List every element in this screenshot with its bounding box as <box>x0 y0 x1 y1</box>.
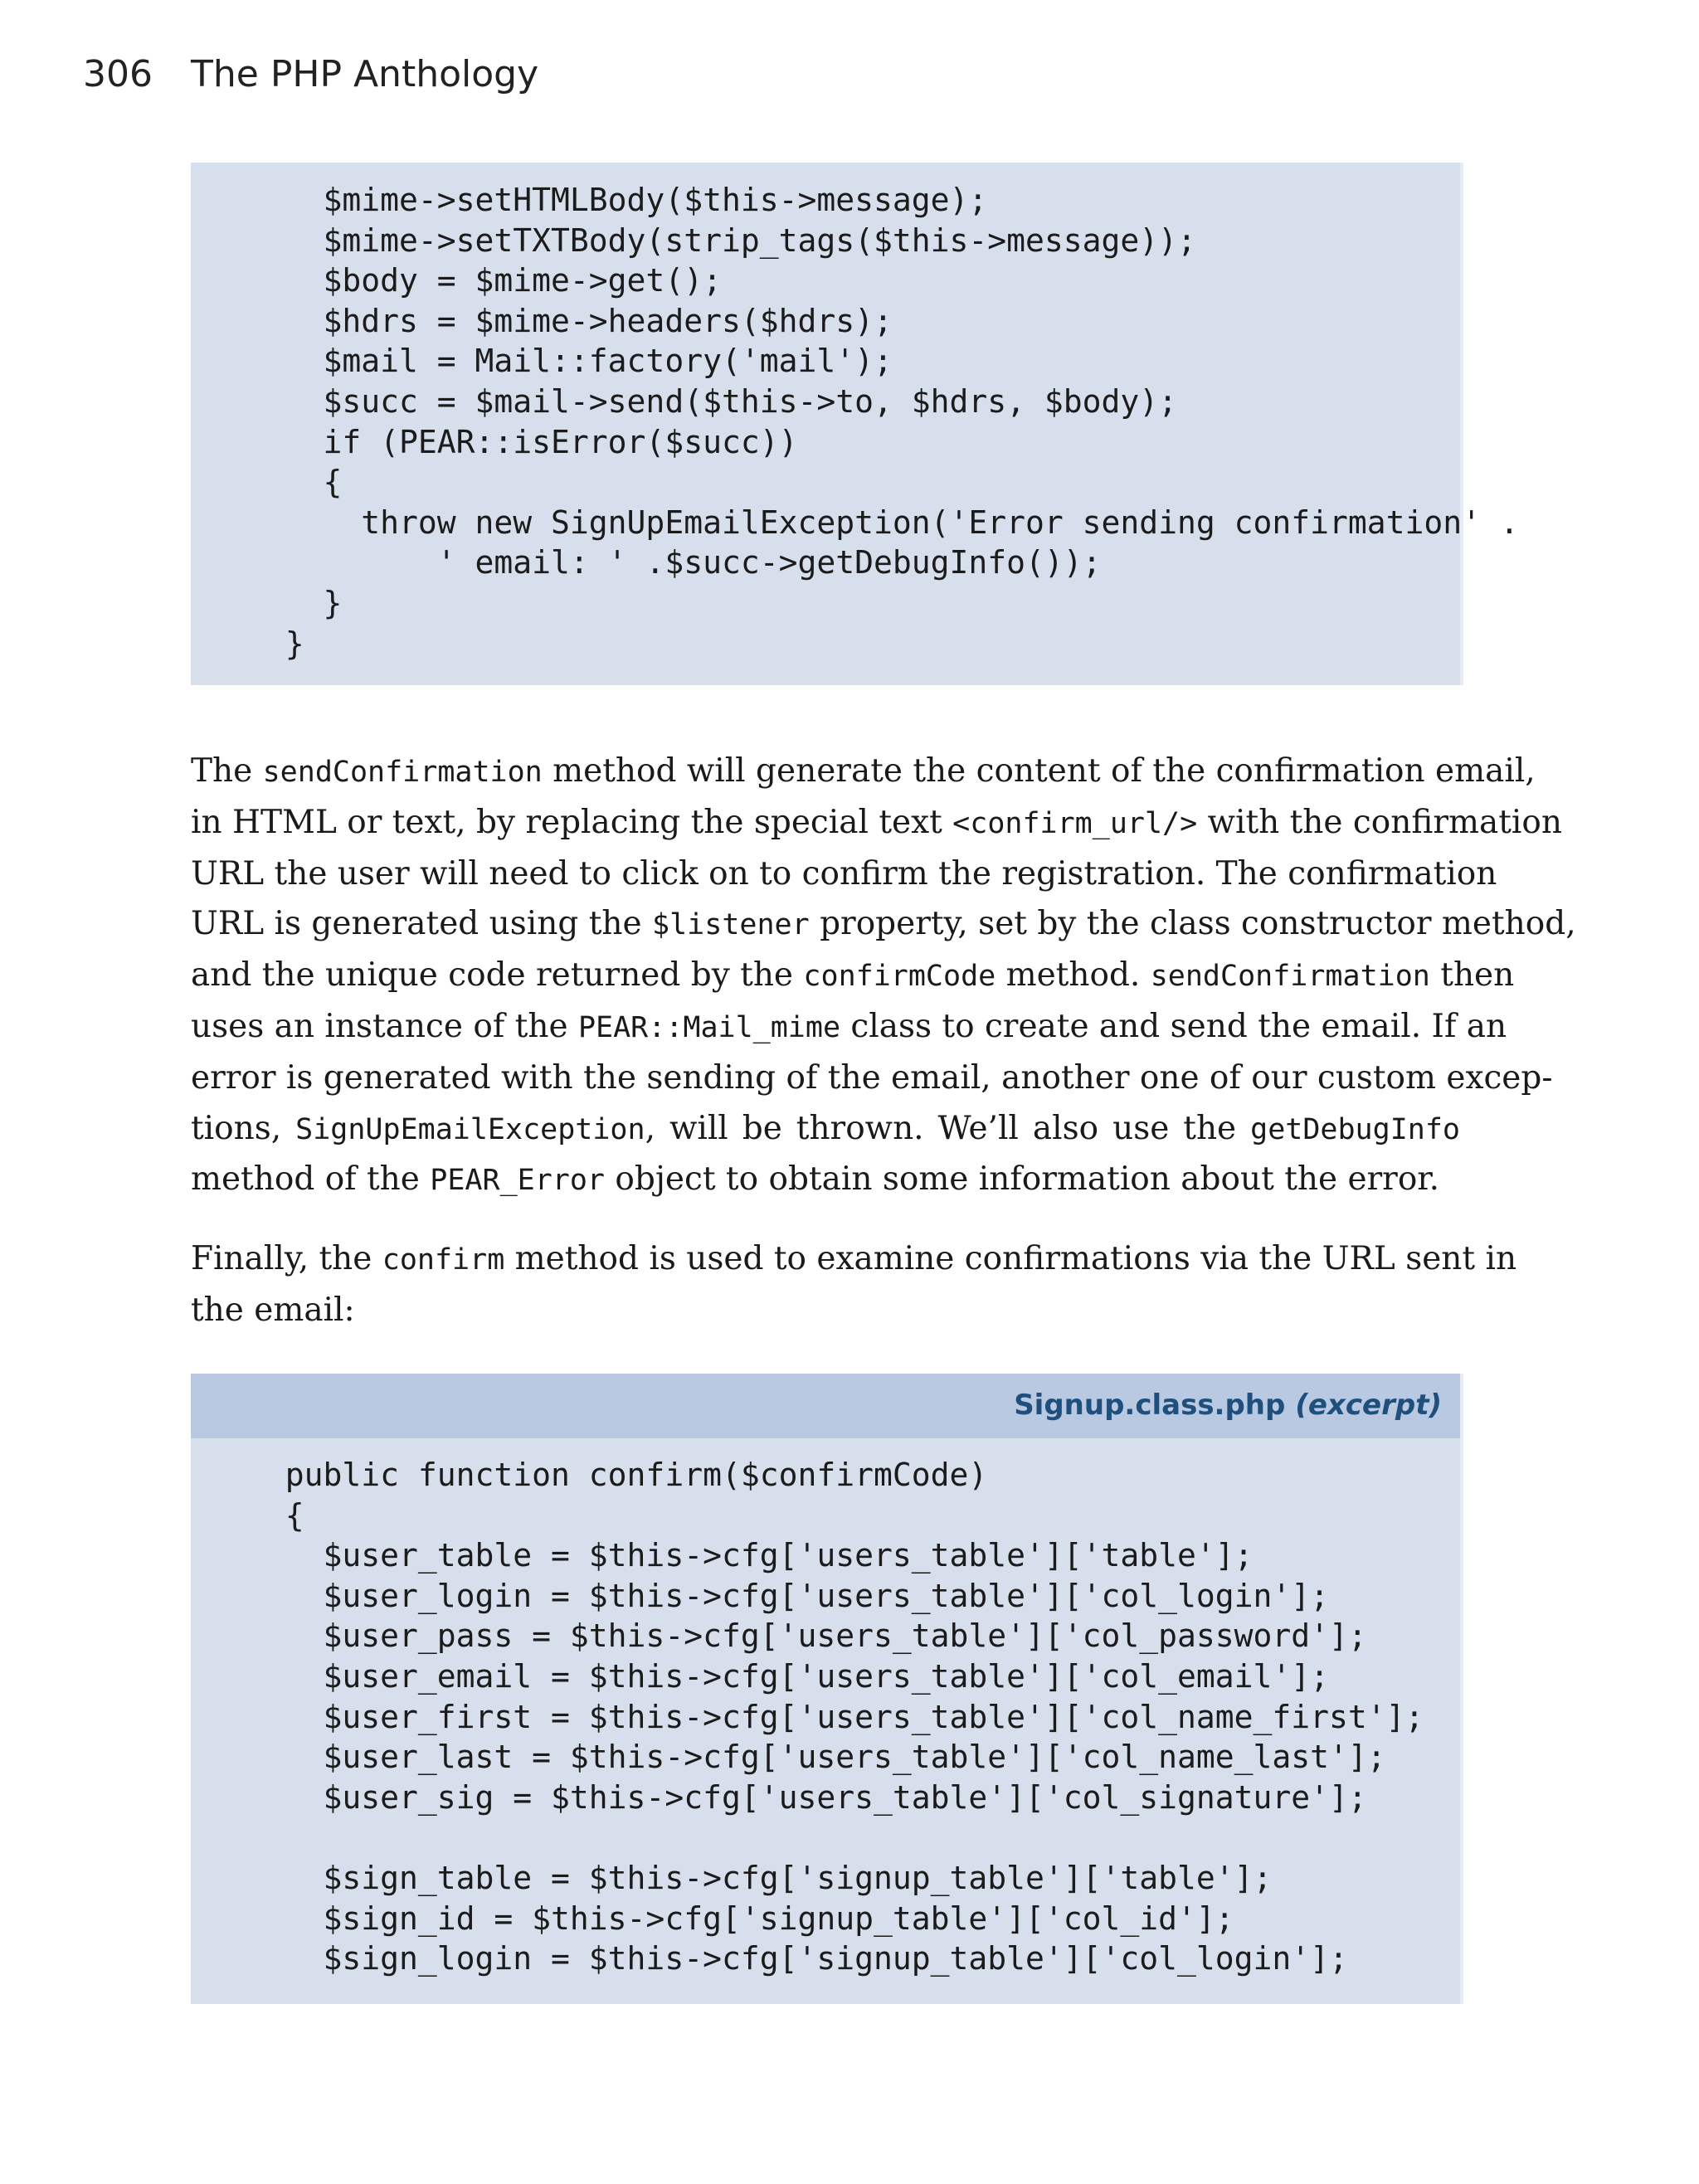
book-title: The PHP Anthology <box>191 53 539 95</box>
inline-code: confirmCode <box>803 960 996 994</box>
text-line <box>191 1104 1460 1155</box>
text-run: URL the user will need to click on to confirm the registration. The confirmation <box>191 854 1497 893</box>
code-line: $body = $mime->get(); <box>247 262 722 299</box>
inline-code: confirm <box>382 1243 505 1277</box>
code-caption-filename: Signup.class.php <box>1014 1389 1286 1422</box>
inline-code: getDebugInfo <box>1250 1112 1460 1146</box>
code-line: $sign_login = $this->cfg['signup_table']['col_login']; <box>247 1940 1348 1977</box>
code-listing <box>247 180 1519 664</box>
code-line: $user_email = $this->cfg['users_table']['col_email']; <box>247 1657 1330 1695</box>
code-line: } <box>247 625 304 662</box>
inline-code: <confirm_url/> <box>952 806 1198 840</box>
code-line: $hdrs = $mime->headers($hdrs); <box>247 302 893 339</box>
code-line: $mime->setHTMLBody($this->message); <box>247 182 988 218</box>
text-run: method is used to examine confirmations via the URL sent in <box>504 1240 1517 1277</box>
code-line: if (PEAR::isError($succ)) <box>247 423 798 460</box>
inline-code: PEAR::Mail_mime <box>577 1010 841 1044</box>
code-line: $sign_id = $this->cfg['signup_table']['col_id']; <box>247 1899 1234 1937</box>
text-line <box>191 1286 1460 1336</box>
body-paragraph <box>191 1234 1517 1336</box>
code-line: $user_sig = $this->cfg['users_table']['col_signature']; <box>247 1778 1367 1816</box>
text-line <box>191 1002 1507 1053</box>
text-run: object to obtain some information about the error. <box>605 1160 1440 1199</box>
text-line <box>191 798 1562 849</box>
text-run: then <box>1429 956 1515 995</box>
code-line: public function confirm($confirmCode) <box>247 1457 988 1493</box>
code-line: throw new SignUpEmailException('Error sending confirmation' . <box>247 503 1519 541</box>
code-line: $mime->setTXTBody(strip_tags($this->message)); <box>247 221 1196 259</box>
code-line: ' email: ' .$succ->getDebugInfo()); <box>247 544 1102 581</box>
code-caption-note: (excerpt) <box>1295 1389 1442 1422</box>
text-line <box>191 1155 1460 1206</box>
text-line <box>191 849 1497 900</box>
text-run: The <box>191 752 263 790</box>
text-run: method will generate the content of the confirmation email, <box>542 752 1536 790</box>
code-block-signup-confirm <box>191 1374 1460 2004</box>
inline-code: PEAR_Error <box>430 1164 605 1198</box>
text-run: method of the <box>191 1160 431 1199</box>
text-run: error is generated with the sending of the email, another one of our custom excep- <box>191 1058 1553 1097</box>
text-run: uses an instance of the <box>191 1007 578 1045</box>
code-line: $user_last = $this->cfg['users_table']['col_name_last']; <box>247 1739 1386 1776</box>
text-line <box>191 747 1536 798</box>
code-line: $user_login = $this->cfg['users_table']['col_login']; <box>247 1577 1330 1614</box>
text-line <box>191 1053 1553 1104</box>
code-line: } <box>247 584 343 621</box>
code-line: $user_table = $this->cfg['users_table']['table']; <box>247 1537 1254 1574</box>
code-listing <box>247 1455 1424 1979</box>
text-line <box>191 1234 1517 1286</box>
text-run: tions, <box>191 1109 296 1147</box>
inline-code: sendConfirmation <box>1150 960 1430 994</box>
code-line: $mail = Mail::factory('mail'); <box>247 343 893 380</box>
inline-code: $listener <box>652 908 810 942</box>
inline-code: sendConfirmation <box>262 756 543 789</box>
text-line <box>191 899 1576 951</box>
text-run: the email: <box>191 1291 355 1329</box>
text-run: property, set by the class constructor method, <box>809 905 1576 943</box>
text-line <box>191 951 1515 1002</box>
text-run: with the confirmation <box>1197 803 1562 841</box>
text-run: URL is generated using the <box>191 905 653 943</box>
text-run: Finally, the <box>191 1240 382 1277</box>
text-run: class to create and send the email. If an <box>840 1007 1507 1045</box>
text-run: in HTML or text, by replacing the special text <box>191 803 953 841</box>
code-line: $sign_table = $this->cfg['signup_table']['table']; <box>247 1859 1273 1896</box>
inline-code: SignUpEmailException <box>295 1112 645 1146</box>
running-header <box>83 51 538 98</box>
code-line: $user_first = $this->cfg['users_table']['col_name_first']; <box>247 1698 1424 1735</box>
code-caption <box>1014 1387 1442 1423</box>
code-line: { <box>247 1496 304 1534</box>
code-line: $succ = $mail->send($this->to, $hdrs, $body); <box>247 382 1178 420</box>
page-number: 306 <box>83 53 153 95</box>
body-paragraph <box>191 747 1576 1206</box>
text-run: , will be thrown. We’ll also use the <box>645 1109 1251 1147</box>
code-line: { <box>247 464 343 501</box>
code-block-continuation <box>191 163 1519 685</box>
code-line: $user_pass = $this->cfg['users_table']['col_password']; <box>247 1617 1367 1655</box>
code-caption-bar <box>191 1374 1460 1438</box>
text-run: and the unique code returned by the <box>191 956 804 995</box>
text-run: method. <box>996 956 1151 995</box>
